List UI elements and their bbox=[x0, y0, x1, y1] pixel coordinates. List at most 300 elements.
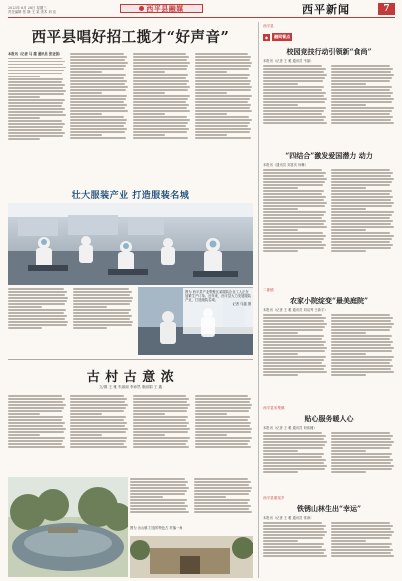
text-line bbox=[331, 187, 366, 189]
text-line bbox=[133, 62, 191, 64]
text-block bbox=[263, 314, 328, 375]
text-line bbox=[331, 86, 392, 88]
text-line bbox=[331, 432, 390, 434]
text-line bbox=[331, 250, 366, 252]
text-line bbox=[331, 220, 394, 222]
text-line bbox=[331, 104, 366, 106]
text-line bbox=[8, 398, 65, 400]
text-line bbox=[133, 437, 190, 439]
text-line bbox=[195, 80, 252, 82]
text-line bbox=[331, 435, 394, 437]
text-block bbox=[70, 395, 128, 447]
text-line bbox=[8, 318, 65, 320]
text-line bbox=[8, 422, 65, 424]
text-line bbox=[130, 499, 187, 501]
text-line bbox=[263, 187, 298, 189]
text-line bbox=[331, 196, 394, 198]
text-line bbox=[70, 416, 125, 418]
text-line bbox=[195, 407, 251, 409]
text-line bbox=[195, 410, 249, 412]
text-line bbox=[8, 117, 40, 119]
article3-col-1 bbox=[263, 313, 328, 377]
text-line bbox=[195, 440, 250, 442]
text-line bbox=[263, 77, 325, 79]
text-line bbox=[263, 169, 322, 171]
text-line bbox=[133, 395, 187, 397]
section-tag-label: 融网看点 bbox=[274, 34, 291, 39]
text-line bbox=[331, 314, 390, 316]
text-line bbox=[8, 404, 66, 406]
text-line bbox=[331, 77, 393, 79]
text-line bbox=[70, 113, 102, 115]
text-line bbox=[195, 404, 253, 406]
text-line bbox=[331, 329, 391, 331]
text-line bbox=[331, 525, 394, 527]
text-line bbox=[331, 332, 366, 334]
text-line bbox=[331, 450, 366, 452]
text-block bbox=[331, 314, 396, 375]
text-line bbox=[8, 309, 66, 311]
text-line bbox=[8, 58, 62, 60]
text-line bbox=[263, 543, 324, 545]
text-line bbox=[73, 312, 129, 314]
text-line bbox=[70, 398, 127, 400]
text-block bbox=[195, 53, 253, 138]
text-line bbox=[194, 487, 253, 489]
text-line bbox=[195, 98, 250, 100]
text-line bbox=[70, 74, 125, 76]
text-line bbox=[331, 534, 393, 536]
text-line bbox=[263, 555, 327, 557]
text-line bbox=[331, 528, 392, 530]
text-line bbox=[263, 453, 324, 455]
text-line bbox=[331, 531, 395, 533]
text-line bbox=[263, 235, 326, 237]
text-line bbox=[195, 101, 249, 103]
text-line bbox=[331, 444, 393, 446]
text-line bbox=[194, 484, 250, 486]
text-line bbox=[133, 404, 191, 406]
section-tag bbox=[263, 33, 292, 41]
text-line bbox=[263, 347, 327, 349]
village-gate-illustration bbox=[130, 536, 253, 578]
text-line bbox=[8, 291, 67, 293]
text-line bbox=[263, 447, 323, 449]
text-line bbox=[8, 96, 40, 98]
lead-body bbox=[8, 52, 253, 141]
text-line bbox=[195, 74, 250, 76]
text-line bbox=[8, 297, 68, 299]
text-line bbox=[263, 438, 324, 440]
text-line bbox=[8, 61, 65, 63]
text-line bbox=[331, 320, 392, 322]
text-line bbox=[195, 425, 250, 427]
text-line bbox=[263, 528, 324, 530]
text-line bbox=[331, 208, 366, 210]
text-line bbox=[70, 89, 126, 91]
text-line bbox=[195, 434, 227, 436]
text-line bbox=[195, 110, 253, 112]
text-line bbox=[70, 83, 125, 85]
text-line bbox=[263, 175, 324, 177]
text-line bbox=[263, 546, 322, 548]
text-line bbox=[8, 437, 65, 439]
text-line bbox=[263, 199, 324, 201]
text-line bbox=[70, 401, 125, 403]
text-line bbox=[133, 428, 191, 430]
text-line bbox=[263, 462, 324, 464]
text-line bbox=[331, 122, 395, 124]
text-line bbox=[70, 434, 102, 436]
village-stamp-photo bbox=[130, 536, 253, 578]
text-line bbox=[195, 413, 227, 415]
text-line bbox=[331, 522, 390, 524]
text-line bbox=[8, 126, 63, 128]
text-line bbox=[195, 398, 252, 400]
text-block bbox=[263, 522, 328, 556]
text-line bbox=[331, 211, 394, 213]
village-byline: 文/图 王 雅 朱丽丽 李沛然 康丽娟 王 鑫 bbox=[98, 385, 163, 389]
text-line bbox=[194, 490, 251, 492]
text-line bbox=[8, 410, 62, 412]
text-line bbox=[8, 111, 63, 113]
text-block bbox=[8, 58, 66, 140]
text-line bbox=[263, 110, 324, 112]
text-line bbox=[194, 505, 252, 507]
text-line bbox=[133, 431, 189, 433]
text-line bbox=[195, 116, 249, 118]
text-line bbox=[331, 543, 392, 545]
text-line bbox=[73, 327, 107, 329]
text-line bbox=[195, 83, 250, 85]
text-line bbox=[130, 478, 185, 480]
text-line bbox=[263, 552, 324, 554]
factory-illustration bbox=[8, 203, 253, 285]
text-line bbox=[263, 374, 298, 376]
text-line bbox=[133, 125, 187, 127]
text-line bbox=[8, 312, 64, 314]
text-line bbox=[331, 462, 392, 464]
text-line bbox=[331, 468, 393, 470]
text-block bbox=[73, 288, 134, 328]
text-line bbox=[331, 438, 392, 440]
text-line bbox=[195, 416, 250, 418]
text-line bbox=[195, 137, 251, 139]
text-line bbox=[8, 416, 63, 418]
text-line bbox=[263, 232, 323, 234]
article3-tag: 二郎镇 bbox=[263, 288, 274, 292]
text-line bbox=[331, 453, 392, 455]
text-line bbox=[263, 450, 298, 452]
text-line bbox=[73, 315, 132, 317]
text-line bbox=[70, 443, 124, 445]
text-block bbox=[8, 288, 69, 328]
text-line bbox=[331, 65, 390, 67]
right-column-tag: 西平县 bbox=[263, 24, 274, 28]
text-line bbox=[133, 95, 190, 97]
article3-byline: 本报讯（记者 王 雅 通讯员 刘双秀 王新宇） bbox=[263, 308, 328, 312]
text-line bbox=[195, 128, 252, 130]
text-line bbox=[70, 86, 128, 88]
text-line bbox=[195, 95, 252, 97]
text-line bbox=[195, 125, 249, 127]
text-line bbox=[263, 522, 322, 524]
text-line bbox=[133, 419, 187, 421]
text-line bbox=[331, 217, 390, 219]
text-line bbox=[263, 104, 298, 106]
text-line bbox=[331, 326, 393, 328]
text-line bbox=[331, 537, 391, 539]
text-line bbox=[73, 300, 132, 302]
text-line bbox=[331, 116, 394, 118]
text-line bbox=[70, 431, 126, 433]
text-line bbox=[133, 86, 191, 88]
article2-headline: “四结合”激发爱国潜力 动力 bbox=[285, 151, 373, 160]
text-line bbox=[195, 71, 227, 73]
text-line bbox=[331, 235, 394, 237]
text-line bbox=[195, 395, 249, 397]
text-line bbox=[331, 371, 395, 373]
lead-col-2 bbox=[70, 52, 128, 141]
article4-headline: 贴心服务暖人心 bbox=[304, 414, 354, 423]
text-block bbox=[263, 169, 328, 251]
text-line bbox=[8, 64, 63, 66]
text-line bbox=[263, 323, 327, 325]
text-line bbox=[8, 78, 63, 80]
text-line bbox=[195, 446, 252, 448]
text-line bbox=[70, 128, 127, 130]
section-tag-icon: ◆ bbox=[265, 34, 269, 40]
article1-col-2 bbox=[331, 64, 396, 125]
text-line bbox=[263, 193, 322, 195]
article4-col-1 bbox=[263, 431, 328, 474]
text-line bbox=[133, 410, 187, 412]
text-line bbox=[130, 481, 188, 483]
photo-caption-box bbox=[183, 288, 253, 334]
text-line bbox=[263, 534, 325, 536]
text-line bbox=[194, 478, 249, 480]
text-line bbox=[133, 101, 187, 103]
text-line bbox=[195, 134, 227, 136]
pond-photo bbox=[8, 477, 128, 577]
text-line bbox=[331, 368, 392, 370]
text-line bbox=[73, 309, 131, 311]
page-number: 7 bbox=[378, 3, 395, 15]
text-line bbox=[70, 413, 102, 415]
text-line bbox=[70, 62, 128, 64]
photo-caption: 图为 西平县产业集聚区某服装企业工人正在加紧生产订单。近年来，西平县大力发展服装产业，打造服装名城。 bbox=[185, 290, 251, 303]
text-line bbox=[70, 107, 125, 109]
article4-body bbox=[263, 431, 395, 474]
text-line bbox=[70, 92, 102, 94]
text-line bbox=[8, 440, 63, 442]
text-line bbox=[130, 493, 185, 495]
text-line bbox=[8, 315, 67, 317]
text-block bbox=[70, 53, 128, 138]
text-line bbox=[263, 113, 322, 115]
text-line bbox=[8, 300, 67, 302]
pond-illustration bbox=[8, 477, 128, 577]
text-line bbox=[263, 244, 326, 246]
text-line bbox=[73, 288, 129, 290]
village-body bbox=[8, 394, 253, 449]
text-line bbox=[8, 443, 62, 445]
text-line bbox=[70, 53, 124, 55]
text-block bbox=[331, 65, 396, 123]
text-line bbox=[263, 101, 325, 103]
lead-headline: 西平县唱好招工揽才“好声音” bbox=[31, 29, 230, 46]
text-line bbox=[331, 205, 393, 207]
article4-col-2 bbox=[331, 431, 396, 474]
section-divider bbox=[8, 359, 253, 360]
lead-col-1 bbox=[8, 52, 66, 141]
text-line bbox=[263, 80, 323, 82]
text-line bbox=[70, 56, 127, 58]
text-line bbox=[263, 350, 325, 352]
text-line bbox=[70, 428, 128, 430]
article1-body bbox=[263, 64, 395, 125]
article2-col-1 bbox=[263, 168, 328, 253]
text-block bbox=[133, 395, 191, 447]
article3-body bbox=[263, 313, 395, 377]
article1-headline: 校园竞技行动引领新“食尚” bbox=[286, 47, 372, 56]
article5-col-2 bbox=[331, 521, 396, 558]
village-headline: 古 村 古 意 浓 bbox=[86, 370, 175, 385]
text-line bbox=[133, 74, 188, 76]
text-line bbox=[263, 540, 298, 542]
text-line bbox=[70, 422, 127, 424]
text-line bbox=[133, 80, 190, 82]
text-line bbox=[133, 134, 165, 136]
text-line bbox=[263, 205, 325, 207]
article5-tag: 西平县重渠乡 bbox=[263, 496, 285, 500]
text-line bbox=[70, 407, 126, 409]
text-line bbox=[70, 437, 127, 439]
text-line bbox=[8, 401, 63, 403]
article4-byline: 本报讯（记者 王 雅 通讯员 何伟楠） bbox=[263, 426, 317, 430]
text-line bbox=[133, 422, 190, 424]
text-line bbox=[331, 465, 395, 467]
text-line bbox=[70, 68, 124, 70]
text-line bbox=[331, 244, 394, 246]
text-line bbox=[133, 104, 190, 106]
lead-byline: 本报讯（记者 马 越 通讯员 张亚强） bbox=[8, 52, 63, 56]
text-line bbox=[331, 447, 391, 449]
text-block bbox=[8, 395, 66, 447]
text-line bbox=[195, 437, 252, 439]
text-line bbox=[331, 98, 395, 100]
text-line bbox=[70, 137, 126, 139]
text-line bbox=[195, 77, 249, 79]
text-line bbox=[130, 487, 189, 489]
text-line bbox=[133, 440, 188, 442]
text-line bbox=[263, 332, 298, 334]
text-line bbox=[331, 169, 390, 171]
text-line bbox=[263, 116, 326, 118]
text-block bbox=[133, 53, 191, 138]
text-line bbox=[263, 71, 324, 73]
editor-text: 责任编辑 张 静 王 某 美术 刘 佳 bbox=[8, 10, 57, 15]
text-line bbox=[70, 80, 127, 82]
text-line bbox=[73, 318, 130, 320]
text-line bbox=[331, 92, 394, 94]
text-line bbox=[8, 327, 42, 329]
text-line bbox=[263, 468, 325, 470]
text-line bbox=[195, 68, 249, 70]
text-line bbox=[263, 441, 327, 443]
article3-col-2 bbox=[331, 313, 396, 377]
text-line bbox=[331, 223, 392, 225]
text-line bbox=[8, 73, 62, 75]
text-line bbox=[194, 502, 249, 504]
text-line bbox=[331, 359, 392, 361]
text-line bbox=[195, 104, 252, 106]
text-line bbox=[8, 132, 65, 134]
text-line bbox=[331, 71, 392, 73]
text-line bbox=[263, 68, 326, 70]
text-line bbox=[331, 350, 393, 352]
text-line bbox=[130, 502, 185, 504]
article2-col-2 bbox=[331, 168, 396, 253]
text-line bbox=[133, 425, 188, 427]
text-line bbox=[263, 326, 325, 328]
text-line bbox=[263, 341, 326, 343]
article5-headline: 铁锈山林生出“幸运” bbox=[296, 504, 362, 513]
text-line bbox=[133, 416, 188, 418]
text-line bbox=[8, 93, 64, 95]
text-line bbox=[331, 341, 394, 343]
text-line bbox=[133, 398, 190, 400]
text-line bbox=[8, 114, 66, 116]
text-block bbox=[130, 478, 190, 512]
text-line bbox=[8, 70, 64, 72]
text-line bbox=[133, 89, 189, 91]
text-line bbox=[263, 122, 327, 124]
text-line bbox=[70, 65, 126, 67]
text-line bbox=[194, 496, 227, 498]
text-line bbox=[263, 211, 326, 213]
text-line bbox=[133, 83, 188, 85]
text-line bbox=[70, 425, 125, 427]
article3-headline: 农家小院绽变“最美庭院” bbox=[289, 296, 369, 305]
text-line bbox=[133, 443, 187, 445]
text-line bbox=[133, 65, 189, 67]
text-line bbox=[8, 105, 62, 107]
text-line bbox=[195, 92, 227, 94]
text-line bbox=[70, 404, 128, 406]
text-line bbox=[331, 232, 391, 234]
text-line bbox=[8, 306, 42, 308]
text-line bbox=[133, 77, 187, 79]
text-line bbox=[8, 84, 65, 86]
text-line bbox=[70, 119, 127, 121]
article5-col-1 bbox=[263, 521, 328, 558]
text-line bbox=[263, 196, 326, 198]
date-text: 2023年 6月 28日 星期三 bbox=[8, 6, 47, 10]
text-line bbox=[331, 175, 392, 177]
text-line bbox=[263, 190, 324, 192]
text-line bbox=[263, 531, 327, 533]
text-line bbox=[263, 371, 327, 373]
text-line bbox=[130, 508, 186, 510]
text-line bbox=[331, 110, 392, 112]
text-line bbox=[331, 374, 366, 376]
text-line bbox=[263, 338, 322, 340]
text-line bbox=[331, 193, 390, 195]
text-line bbox=[133, 116, 187, 118]
text-line bbox=[331, 202, 395, 204]
text-line bbox=[263, 214, 324, 216]
